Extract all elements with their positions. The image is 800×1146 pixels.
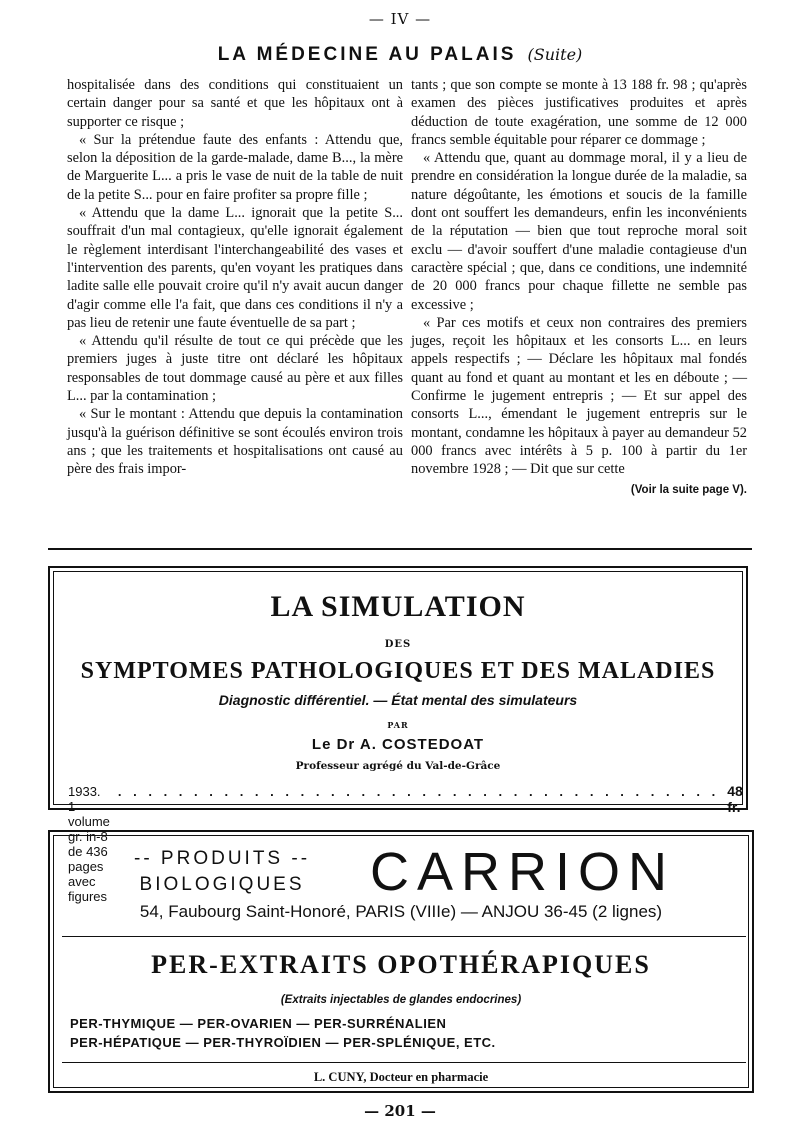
ad-author-title: Professeur agrégé du Val-de-Grâce [295,760,501,772]
page-number: — 201 — [364,1102,436,1120]
ad-volume: 1933. 1 volume gr. in-8 de 436 pages avec figures [68,784,110,904]
ad-title: LA SIMULATION [270,590,526,623]
paragraph: « Attendu que, quant au dommage moral, il y a lieu de prendre en considération la longue durée de la maladie, sa nature dégoûtante, les émotions et soucis de la famille dont ont souffert les demandeurs, enfin les inconvénients de la réputation — bien que tout reproche moral soit exclu — d'avoir souffert d'une maladie contagieuse d'un caractère spécial ; que, dans ce conditions, une indemnité de 20 000 francs pour chaque fillette ne semble pas excessive ; [411,150,747,313]
running-header [0,44,800,66]
leader-dots: . . . . . . . . . . . . . . . . . . . . . . . . . . . . . . . . . . . . . . . . [117,784,720,799]
ad-product-line-2: PER-HÉPATIQUE — PER-THYROÏDIEN — PER-SPLÉNIQUE, ETC. [70,1035,496,1050]
paragraph: hospitalisée dans des conditions qui constituaient un certain danger pour sa santé et que les hôpitaux ont à supporter ce risque ; [67,77,403,130]
right-column [411,76,747,499]
ad-tagline: Diagnostic différentiel. — État mental des simulateurs [218,692,578,708]
paragraph: « Attendu qu'il résulte de tout ce qui précède que les premiers juges à juste titre ont déclaré les hôpitaux responsables de tout dommage causé au père et aux filles L... par la contamination ; [67,333,403,405]
ad-address: 54, Faubourg Saint-Honoré, PARIS (VIIIe) — ANJOU 36-45 (2 lignes) [139,902,663,921]
header-title: LA MÉDECINE AU PALAIS [217,44,517,65]
paragraph: « Sur le montant : Attendu que depuis la contamination jusqu'à la guérison définitive se sont écoulés environ trois ans ; que les traitements et hospitalisations ont causé au père des frais impor- [67,406,403,478]
page-top-marker: — IV — [368,10,432,28]
section-divider [48,548,752,550]
ad-brand: CARRION [370,842,676,902]
left-column [67,76,403,479]
ad-divider-top [62,936,746,937]
ad-headline: PER-EXTRAITS OPOTHÉRAPIQUES [151,950,651,979]
ad-par: PAR [387,720,409,730]
ad-subtitle: SYMPTOMES PATHOLOGIQUES ET DES MALADIES [80,658,716,684]
paragraph: « Attendu que la dame L... ignorait que la petite S... souffrait d'un mal contagieux, qu'elle ignorait également le règlement interdisant l'interchangeabilité des vases et l'intervention des parents, qu'en voyant les pratiques dans ladite salle elle pouvait croire qu'il n'y avait aucun danger d'agir comme elle l'a fait, que dans ces conditions il n'y a pas lieu de retenir une faute éventuelle de sa part ; [67,205,403,331]
ad-biologiques: BIOLOGIQUES [139,874,305,895]
ad-divider-bottom [62,1062,746,1063]
ad-produits: -- PRODUITS -- [134,848,311,869]
ad-description: (Extraits injectables de glandes endocrines) [280,994,522,1006]
continued-note: (Voir la suite page V). [630,483,747,496]
paragraph: « Par ces motifs et ceux non contraires des premiers juges, reçoit les hôpitaux et les consorts L... en leurs appels respectifs ; — Déclare les hôpitaux mal fondés quant au fond et quant au montant et les en déboute ; — Confirme le jugement entrepris ; — Et sur appel des consorts L..., émendant le jugement entrepris sur le montant, condamne les hôpitaux à payer au demandeur 52 000 francs avec intérêts à 5 p. 100 à partir du 1er novembre 1928 ; — Dit que sur cette [411,314,747,478]
ad-product-line-1: PER-THYMIQUE — PER-OVARIEN — PER-SURRÉNALIEN [70,1016,447,1031]
paragraph: « Sur la prétendue faute des enfants : Attendu que, selon la déposition de la garde-malade, dame B..., la mère de Marguerite L... a pris le vase de nuit de la table de nuit de la petite S... pour en faire profiter sa propre fille ; [67,131,403,203]
paragraph: tants ; que son compte se monte à 13 188 fr. 98 ; qu'après examen des pièces justificatives produites et après déduction de toute exagération, une somme de 12 000 francs semble équitable pour réparer ce dommage ; [411,77,747,148]
advertisement-carrion [48,830,754,1093]
header-suite: (Suite) [527,45,583,64]
ad-price: 48 fr. [727,783,743,815]
ad-des: DES [384,639,412,650]
ad-produits-block [134,846,310,898]
ad-author: Le Dr A. COSTEDOAT [311,736,485,753]
ad-signature: L. CUNY, Docteur en pharmacie [313,1070,489,1084]
